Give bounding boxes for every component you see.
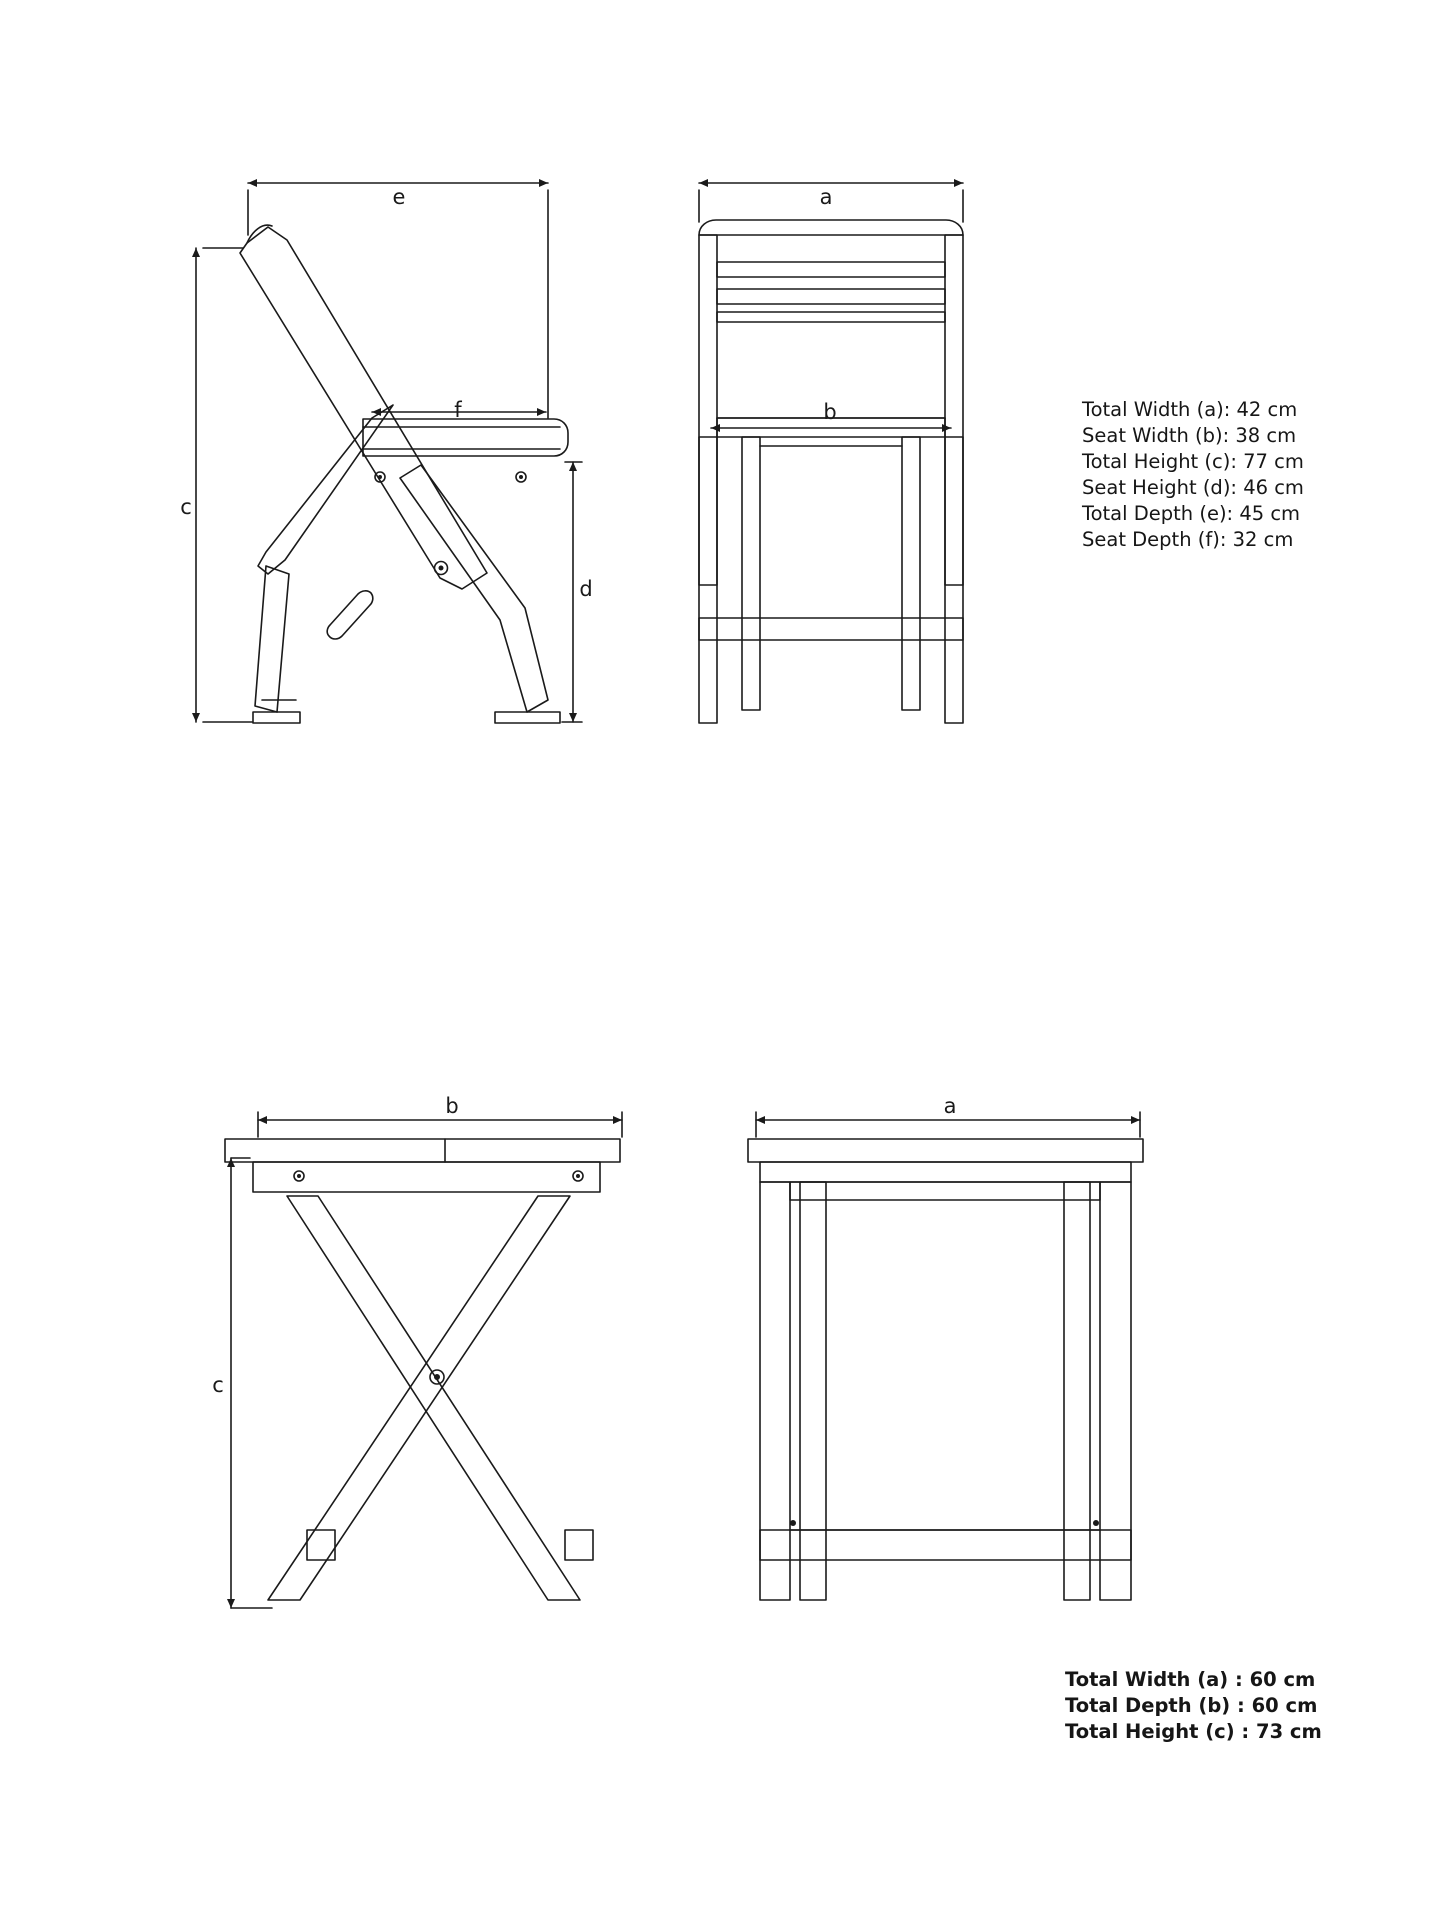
table-spec-total-height: Total Height (c) : 73 cm <box>1065 1720 1322 1743</box>
table-side-view-geometry <box>225 1139 620 1600</box>
chair-spec-total-height: Total Height (c): 77 cm <box>1082 450 1304 473</box>
chair-front-view-geometry <box>699 220 963 723</box>
chair-dim-b-label: b <box>823 400 837 424</box>
chair-spec-seat-width: Seat Width (b): 38 cm <box>1082 424 1297 447</box>
table-dim-b <box>258 1112 622 1137</box>
chair-dim-e-label: e <box>392 185 406 209</box>
table-dim-b-label: b <box>445 1094 459 1118</box>
chair-dim-c <box>196 248 252 722</box>
chair-dim-d-label: d <box>579 577 593 601</box>
table-spec-total-depth: Total Depth (b) : 60 cm <box>1065 1694 1318 1717</box>
chair-spec-seat-height: Seat Height (d): 46 cm <box>1082 476 1304 499</box>
chair-spec-total-depth: Total Depth (e): 45 cm <box>1082 502 1301 525</box>
chair-side-view-geometry <box>240 225 568 723</box>
table-dim-c <box>231 1158 272 1608</box>
chair-spec-seat-depth: Seat Depth (f): 32 cm <box>1082 528 1294 551</box>
chair-specification-list <box>1082 397 1304 553</box>
chair-dim-f-label: f <box>454 398 462 422</box>
chair-spec-total-width: Total Width (a): 42 cm <box>1082 398 1298 421</box>
table-dim-c-label: c <box>212 1373 224 1397</box>
table-dim-a-label: a <box>943 1094 957 1118</box>
table-spec-total-width: Total Width (a) : 60 cm <box>1065 1668 1316 1691</box>
chair-dim-c-label: c <box>180 495 192 519</box>
table-specification-list <box>1065 1667 1322 1745</box>
table-front-view-geometry <box>748 1139 1143 1600</box>
chair-dim-a-label: a <box>819 185 833 209</box>
chair-dim-e <box>248 183 548 418</box>
